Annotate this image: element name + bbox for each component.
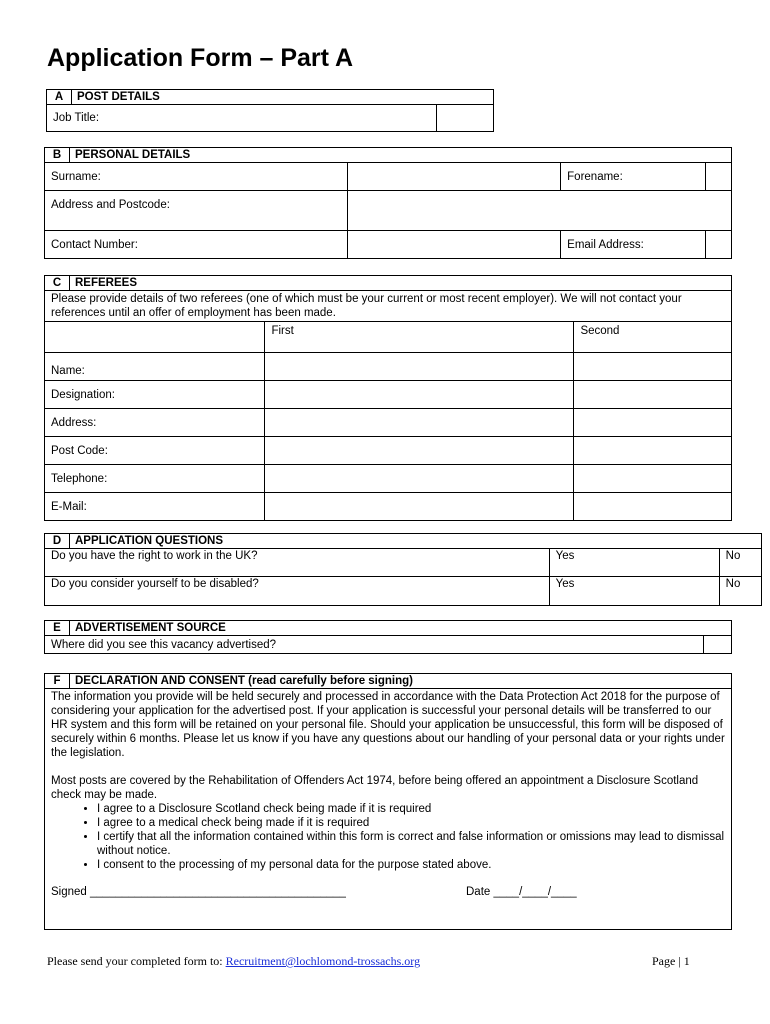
address-label: Address and Postcode:	[45, 191, 348, 231]
referee2-name-field[interactable]	[574, 353, 732, 381]
email-field[interactable]	[706, 231, 732, 259]
page-title: Application Form – Part A	[47, 44, 354, 72]
section-c-letter: C	[45, 276, 70, 291]
section-a-letter: A	[47, 90, 72, 105]
section-f-heading: DECLARATION AND CONSENT (read carefully before signing)	[70, 674, 732, 689]
referee1-telephone-field[interactable]	[265, 465, 574, 493]
consent-item: • I agree to a Disclosure Scotland check being made if it is required	[97, 802, 725, 816]
referee1-address-field[interactable]	[265, 409, 574, 437]
forename-label: Forename:	[561, 163, 706, 191]
declaration-para-1: The information you provide will be held securely and processed in accordance with the Data Protection Act 2018 for the purpose of considering your application for the advertised post. If your application is successful your personal details will be transferred to our HR system and this form will be retained on your personal file. Should your application be unsuccessful, this form will be disposed of securely within 6 months. Please let us know if you have any questions about our handling of your personal data or your rights under the legislation.	[51, 691, 725, 759]
referee-address-label: Address:	[45, 409, 265, 437]
surname-label: Surname:	[45, 163, 348, 191]
recruitment-email-link[interactable]: Recruitment@lochlomond-trossachs.org	[225, 954, 421, 968]
section-a-table	[46, 89, 494, 132]
section-e-letter: E	[45, 621, 70, 636]
referee-first-header: First	[265, 322, 574, 353]
page-number: Page | 1	[652, 954, 690, 968]
section-d-heading: APPLICATION QUESTIONS	[70, 534, 762, 549]
disabled-no[interactable]: No	[719, 577, 761, 606]
section-b-table	[44, 147, 732, 259]
right-to-work-question: Do you have the right to work in the UK?	[45, 549, 550, 577]
section-d-table	[44, 533, 762, 606]
contact-number-label: Contact Number:	[45, 231, 348, 259]
consent-item: • I certify that all the information contained within this form is correct and false information or omissions may lead to dismissal without notice.	[97, 830, 725, 858]
section-b-heading: PERSONAL DETAILS	[70, 148, 732, 163]
job-title-field[interactable]	[436, 105, 493, 132]
date-line[interactable]: Date ____/____/____	[466, 886, 577, 898]
referee1-email-field[interactable]	[265, 493, 574, 521]
advert-source-question: Where did you see this vacancy advertised?	[45, 636, 704, 654]
section-f-letter: F	[45, 674, 70, 689]
section-d-letter: D	[45, 534, 70, 549]
referee1-postcode-field[interactable]	[265, 437, 574, 465]
right-to-work-yes[interactable]: Yes	[549, 549, 719, 577]
right-to-work-no[interactable]: No	[719, 549, 761, 577]
consent-list	[51, 802, 725, 872]
referee-designation-label: Designation:	[45, 381, 265, 409]
signature-line[interactable]: Signed ________________________________________	[51, 886, 346, 898]
section-c-heading: REFEREES	[70, 276, 732, 291]
disabled-question: Do you consider yourself to be disabled?	[45, 577, 550, 606]
address-field[interactable]	[348, 191, 732, 231]
disabled-yes[interactable]: Yes	[549, 577, 719, 606]
referee-email-label: E-Mail:	[45, 493, 265, 521]
section-e-table	[44, 620, 732, 654]
referee2-address-field[interactable]	[574, 409, 732, 437]
section-e-heading: ADVERTISEMENT SOURCE	[70, 621, 732, 636]
footer-instructions	[47, 954, 420, 969]
referee-name-label: Name:	[45, 353, 265, 381]
section-f-table	[44, 673, 732, 930]
consent-item: • I consent to the processing of my personal data for the purpose stated above.	[97, 858, 725, 872]
referee1-name-field[interactable]	[265, 353, 574, 381]
referee-telephone-label: Telephone:	[45, 465, 265, 493]
referee1-designation-field[interactable]	[265, 381, 574, 409]
email-label: Email Address:	[561, 231, 706, 259]
section-b-letter: B	[45, 148, 70, 163]
job-title-label: Job Title:	[47, 105, 437, 132]
referee2-designation-field[interactable]	[574, 381, 732, 409]
contact-number-field[interactable]	[348, 231, 561, 259]
declaration-para-2: Most posts are covered by the Rehabilitation of Offenders Act 1974, before being offered an appointment a Disclosure Scotland check may be made.	[51, 775, 699, 801]
forename-field[interactable]	[706, 163, 732, 191]
consent-item: • I agree to a medical check being made if it is required	[97, 816, 725, 830]
referees-intro: Please provide details of two referees (one of which must be your current or most recent employer). We will not contact your references until an offer of employment has been made.	[45, 291, 732, 322]
section-c-table	[44, 275, 732, 521]
referee-second-header: Second	[574, 322, 732, 353]
referee-postcode-label: Post Code:	[45, 437, 265, 465]
footer-prefix: Please send your completed form to:	[47, 954, 226, 968]
referee2-postcode-field[interactable]	[574, 437, 732, 465]
advert-source-field[interactable]	[704, 636, 732, 654]
referee2-email-field[interactable]	[574, 493, 732, 521]
surname-field[interactable]	[348, 163, 561, 191]
section-a-heading: POST DETAILS	[72, 90, 494, 105]
referee2-telephone-field[interactable]	[574, 465, 732, 493]
declaration-body	[45, 689, 732, 930]
